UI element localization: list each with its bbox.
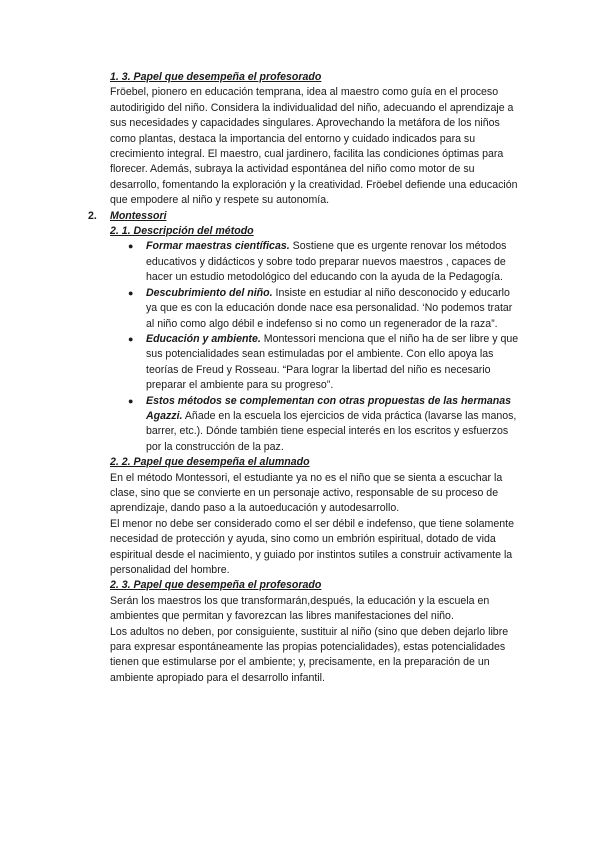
list-item <box>128 239 522 285</box>
item-text: Insiste en estudiar al niño desconocido y educarlo ya que es con la educación donde nace esa personalidad. ‘No podemos tratar al niño como algo débil e indefenso si no como un regenerador de la raza”. <box>146 286 513 330</box>
item-text: Añade en la escuela los ejercicios de vida práctica (lavarse las manos, barrer, etc.). Dónde también tiene especial interés en los escritos y esfuerzos por la construcción de la paz. <box>146 409 517 453</box>
list-item <box>128 394 522 456</box>
froebel-profesorado-heading: 1. 3. Papel que desempeña el profesorado <box>110 71 322 83</box>
bullet-icon: ● <box>128 395 134 406</box>
descripcion-list <box>0 239 600 455</box>
item-bold: Educación y ambiente. <box>146 332 261 345</box>
profesorado-paragraph-1: Serán los maestros los que transformarán,después, la educación y la escuela en ambientes que permitan y favorezcan las libres manifestaciones del niño. <box>110 594 490 623</box>
montessori-section-title <box>88 209 600 224</box>
list-item <box>128 332 522 394</box>
bullet-icon: ● <box>128 241 134 252</box>
profesorado-paragraph-2: Los adultos no deben, por consiguiente, sustituir al niño (sino que deben dejarlo libre para expresar espontáneamente las propias potencialidades), estas potencialidades tienen que estimularse por el ambiente; y, precisamente, en la preparación de un ambiente apropiado para el desarrollo infantil. <box>110 625 509 684</box>
montessori-profesorado-heading: 2. 3. Papel que desempeña el profesorado <box>110 579 322 592</box>
list-item <box>128 286 522 332</box>
alumnado-paragraph-2: El menor no debe ser considerado como el ser débil e indefenso, que tiene solamente necesidad de protección y ayuda, sino como un embrión espiritual, dotado de vida espiritual desde el nacimiento, y guiado por instintos sutiles a construir activamente la personalidad del hombre. <box>110 517 514 576</box>
bullet-icon: ● <box>128 333 134 344</box>
alumnado-paragraph-1: En el método Montessori, el estudiante ya no es el niño que se sienta a escuchar la clase, sino que se convierte en un personaje activo, responsable de su proceso de aprendizaje, dando paso a la autoeducación y autodesarrollo. <box>110 471 503 515</box>
item-bold: Descubrimiento del niño. <box>146 286 273 299</box>
section-label: Montessori <box>110 209 167 222</box>
section-number: 2. <box>88 209 97 222</box>
item-text: Montessori menciona que el niño ha de ser libre y que sus potencialidades sean estimuladas por el ambiente. Con ello apoya las teorías de Freud y Rosseau. “Para lograr la libertad del niño es necesario preparar el ambiente para su progreso”. <box>146 332 519 392</box>
froebel-profesorado-paragraph: Fröebel, pionero en educación temprana, idea al maestro como guía en el proceso autodirigido del niño. Considera la individualidad del niño, adecuando el aprendizaje a sus necesidades y capacidades singulares. Aprovechando la metáfora de los niños como plantas, destaca la importancia del entorno y cuidado indicados para su crecimiento integral. El maestro, cual jardinero, facilita las condiciones óptimas para florecer. Además, subraya la actividad espontánea del niño como motor de su desarrollo, fomentando la exploración y la creatividad. Fröebel defiende una educación que empodere al niño y respete su autonomía. <box>110 86 518 207</box>
descripcion-heading: 2. 1. Descripción del método <box>110 225 254 238</box>
alumnado-heading: 2. 2. Papel que desempeña el alumnado <box>110 456 310 469</box>
item-bold: Formar maestras científicas. <box>146 240 290 253</box>
document-content <box>0 70 600 686</box>
item-text: Sostiene que es urgente renovar los métodos educativos y didácticos y sobre todo preparar nuevos maestros , capaces de hacer un estudio metodológico del educando con la ayuda de la Pedagogía. <box>146 240 507 284</box>
bullet-icon: ● <box>128 287 134 298</box>
item-bold: Estos métodos se complementan con otras propuestas de las hermanas Agazzi. <box>146 394 512 422</box>
